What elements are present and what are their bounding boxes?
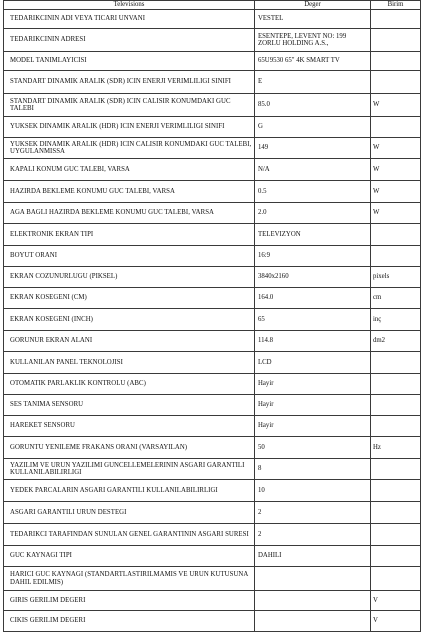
spec-unit-cell xyxy=(371,159,421,181)
spec-unit-cell xyxy=(371,52,421,71)
table-row xyxy=(4,395,421,416)
spec-unit-cell xyxy=(371,374,421,395)
table-row xyxy=(4,309,421,331)
table-row xyxy=(4,138,421,159)
table-row xyxy=(4,246,421,267)
spec-value-cell xyxy=(255,224,371,246)
spec-label-cell xyxy=(4,224,255,246)
spec-unit-cell xyxy=(371,10,421,29)
spec-value-cell xyxy=(255,117,371,138)
spec-value-cell xyxy=(255,331,371,352)
spec-unit-cell xyxy=(371,524,421,546)
table-row xyxy=(4,459,421,480)
spec-label-cell xyxy=(4,288,255,309)
table-row xyxy=(4,611,421,632)
spec-value-text: 2.0 xyxy=(258,209,267,217)
spec-value-cell xyxy=(255,52,371,71)
spec-unit-cell xyxy=(371,502,421,524)
spec-value-text: Hayir xyxy=(258,401,274,409)
table-row xyxy=(4,352,421,374)
spec-unit-cell xyxy=(371,591,421,611)
spec-value-text: 2 xyxy=(258,530,262,538)
table-row xyxy=(4,29,421,52)
spec-label-cell xyxy=(4,395,255,416)
spec-label-text: GORUNUR EKRAN ALANI xyxy=(10,337,93,345)
spec-label-text: GORUNTU YENILEME FRAKANS ORANI (VARSAYILAN) xyxy=(10,443,188,451)
spec-value-cell xyxy=(255,246,371,267)
spec-value-cell xyxy=(255,395,371,416)
spec-label-text: AGA BAGLI HAZIRDA BEKLEME KONUMU GUC TALEBI, VARSA xyxy=(10,209,214,217)
spec-unit-cell xyxy=(371,567,421,591)
spec-label-text: ELEKTRONIK EKRAN TIPI xyxy=(10,230,94,238)
spec-unit-cell xyxy=(371,117,421,138)
spec-value-cell xyxy=(255,267,371,288)
spec-label-text: YUKSEK DINAMIK ARALIK (HDR) ICIN ENERJI VERIMLILIGI SINIFI xyxy=(10,123,225,131)
spec-unit-cell xyxy=(371,437,421,459)
spec-label-text: STANDART DINAMIK ARALIK (SDR) ICIN ENERJI VERIMLILIGI SINIFI xyxy=(10,78,231,86)
spec-value-text: N/A xyxy=(258,165,270,173)
spec-label-cell xyxy=(4,309,255,331)
spec-value-cell xyxy=(255,309,371,331)
spec-unit-text: dm2 xyxy=(373,337,386,345)
spec-label-cell xyxy=(4,374,255,395)
spec-value-cell xyxy=(255,352,371,374)
spec-label-text: SES TANIMA SENSORU xyxy=(10,401,84,409)
spec-value-text: 65 xyxy=(258,315,265,323)
spec-label-text: BOYUT ORANI xyxy=(10,252,58,260)
spec-label-cell xyxy=(4,117,255,138)
table-row xyxy=(4,591,421,611)
spec-unit-cell xyxy=(371,546,421,567)
spec-value-cell xyxy=(255,567,371,591)
table-row xyxy=(4,224,421,246)
spec-label-cell xyxy=(4,10,255,29)
spec-value-text: 149 xyxy=(258,144,269,152)
spec-value-text: Hayir xyxy=(258,422,274,430)
table-row xyxy=(4,117,421,138)
spec-unit-cell xyxy=(371,288,421,309)
spec-label-text: EKRAN COZUNURLUGU (PIKSEL) xyxy=(10,273,118,281)
table-row xyxy=(4,502,421,524)
tv-spec-table xyxy=(3,0,421,632)
spec-value-text: VESTEL xyxy=(258,15,284,23)
spec-value-cell xyxy=(255,288,371,309)
spec-unit-cell xyxy=(371,480,421,502)
spec-label-cell xyxy=(4,331,255,352)
spec-label-text: GUC KAYNAGI TIPI xyxy=(10,552,72,560)
table-row xyxy=(4,267,421,288)
spec-label-text: KULLANILAN PANEL TEKNOLOJISI xyxy=(10,358,123,366)
spec-value-cell xyxy=(255,10,371,29)
header-birim: Birim xyxy=(371,1,421,10)
table-row xyxy=(4,94,421,117)
spec-unit-text: W xyxy=(373,165,380,173)
spec-unit-cell xyxy=(371,395,421,416)
spec-unit-text: inç xyxy=(373,315,382,323)
spec-label-cell xyxy=(4,480,255,502)
spec-unit-cell xyxy=(371,331,421,352)
spec-value-cell xyxy=(255,502,371,524)
spec-unit-text: pixels xyxy=(373,273,390,281)
spec-unit-text: W xyxy=(373,209,380,217)
table-row xyxy=(4,416,421,437)
spec-value-text: TELEVIZYON xyxy=(258,230,301,238)
spec-table-body xyxy=(4,10,421,632)
spec-unit-text: V xyxy=(373,617,378,625)
spec-value-cell xyxy=(255,546,371,567)
spec-value-text: 16:9 xyxy=(258,252,271,260)
spec-value-text: 85.0 xyxy=(258,101,270,109)
spec-label-cell xyxy=(4,71,255,94)
table-row xyxy=(4,288,421,309)
spec-value-text: 65U9530 65" 4K SMART TV xyxy=(258,57,340,65)
spec-label-text: TEDARIKCININ ADRESI xyxy=(10,36,86,44)
spec-label-cell xyxy=(4,138,255,159)
spec-label-cell xyxy=(4,267,255,288)
spec-value-text: G xyxy=(258,123,263,131)
table-row xyxy=(4,10,421,29)
table-row xyxy=(4,437,421,459)
spec-value-cell xyxy=(255,416,371,437)
spec-unit-cell xyxy=(371,611,421,632)
spec-value-text: 0.5 xyxy=(258,187,267,195)
table-row xyxy=(4,567,421,591)
table-row xyxy=(4,203,421,224)
spec-label-text: YEDEK PARCALARIN ASGARI GARANTILI KULLANILABILIRLIGI xyxy=(10,486,218,494)
spec-label-cell xyxy=(4,459,255,480)
spec-unit-cell xyxy=(371,138,421,159)
spec-value-cell xyxy=(255,437,371,459)
spec-unit-cell xyxy=(371,416,421,437)
spec-unit-text: W xyxy=(373,144,380,152)
spec-label-text: STANDART DINAMIK ARALIK (SDR) ICIN CALISIR KONUMDAKI GUC TALEBI xyxy=(10,97,231,112)
spec-unit-cell xyxy=(371,71,421,94)
spec-label-text: EKRAN KOSEGENI (INCH) xyxy=(10,315,93,323)
spec-unit-cell xyxy=(371,29,421,52)
spec-value-cell xyxy=(255,459,371,480)
spec-label-text: YUKSEK DINAMIK ARALIK (HDR) ICIN CALISIR KONUMDAKI GUC TALEBI, UYGULANMISSA xyxy=(10,140,252,155)
spec-label-cell xyxy=(4,203,255,224)
spec-value-cell xyxy=(255,71,371,94)
table-row xyxy=(4,374,421,395)
spec-label-text: TEDARIKCININ ADI VEYA TICARI UNVANI xyxy=(10,15,146,23)
spec-label-text: OTOMATIK PARLAKLIK KONTROLU (ABC) xyxy=(10,380,146,388)
spec-label-cell xyxy=(4,437,255,459)
spec-value-cell xyxy=(255,138,371,159)
header-deger: Deger xyxy=(255,1,371,10)
spec-label-cell xyxy=(4,181,255,203)
spec-label-cell xyxy=(4,591,255,611)
spec-unit-cell xyxy=(371,352,421,374)
spec-unit-text: W xyxy=(373,101,380,109)
spec-label-text: EKRAN KOSEGENI (CM) xyxy=(10,294,87,302)
spec-label-text: HAZIRDA BEKLEME KONUMU GUC TALEBI, VARSA xyxy=(10,187,175,195)
spec-unit-cell xyxy=(371,267,421,288)
spec-unit-cell xyxy=(371,246,421,267)
spec-unit-text: cm xyxy=(373,294,382,302)
spec-value-text: 50 xyxy=(258,443,265,451)
table-row xyxy=(4,181,421,203)
spec-unit-text: W xyxy=(373,187,380,195)
spec-value-cell xyxy=(255,524,371,546)
spec-label-cell xyxy=(4,29,255,52)
header-televisions: Televisions xyxy=(4,1,255,10)
spec-label-text: HAREKET SENSORU xyxy=(10,422,76,430)
spec-value-cell xyxy=(255,203,371,224)
spec-label-cell xyxy=(4,94,255,117)
spec-value-text: E xyxy=(258,78,263,86)
spec-value-text: 2 xyxy=(258,508,262,516)
spec-value-text: Hayir xyxy=(258,380,274,388)
spec-value-text: 164.0 xyxy=(258,294,274,302)
spec-unit-cell xyxy=(371,309,421,331)
spec-unit-text: Hz xyxy=(373,443,381,451)
spec-value-text: LCD xyxy=(258,358,272,366)
table-row xyxy=(4,71,421,94)
spec-value-cell xyxy=(255,374,371,395)
spec-label-text: GIRIS GERILIM DEGERI xyxy=(10,596,86,604)
table-row xyxy=(4,480,421,502)
spec-label-cell xyxy=(4,546,255,567)
spec-label-cell xyxy=(4,352,255,374)
spec-unit-cell xyxy=(371,224,421,246)
spec-label-cell xyxy=(4,159,255,181)
spec-label-cell xyxy=(4,567,255,591)
spec-value-cell xyxy=(255,480,371,502)
spec-value-text: 10 xyxy=(258,486,265,494)
spec-label-cell xyxy=(4,611,255,632)
spec-unit-cell xyxy=(371,459,421,480)
table-header-row xyxy=(4,1,421,10)
spec-label-text: HARICI GUC KAYNAGI (STANDARTLASTIRILMAMIS VE URUN KUTUSUNA DAHIL EDILMIS) xyxy=(10,571,248,586)
spec-value-text: 114.8 xyxy=(258,337,274,345)
spec-unit-cell xyxy=(371,203,421,224)
spec-value-text: ESENTEPE, LEVENT NO: 199 ZORLU HOLDING A.S., xyxy=(258,32,347,47)
table-row xyxy=(4,159,421,181)
spec-label-text: TEDARIKCI TARAFINDAN SUNULAN GENEL GARANTININ ASGARI SURESI xyxy=(10,530,249,538)
spec-label-cell xyxy=(4,502,255,524)
spec-label-cell xyxy=(4,52,255,71)
spec-value-text: 3840x2160 xyxy=(258,273,289,281)
table-row xyxy=(4,524,421,546)
spec-value-cell xyxy=(255,611,371,632)
spec-label-cell xyxy=(4,416,255,437)
table-row xyxy=(4,331,421,352)
table-row xyxy=(4,52,421,71)
spec-value-cell xyxy=(255,591,371,611)
spec-label-cell xyxy=(4,524,255,546)
spec-label-cell xyxy=(4,246,255,267)
spec-label-text: YAZILIM VE URUN YAZILIMI GUNCELLEMELERININ ASGARI GARANTILI KULLANILABILIRLIGI xyxy=(10,461,245,476)
spec-unit-cell xyxy=(371,181,421,203)
spec-value-cell xyxy=(255,181,371,203)
spec-unit-text: V xyxy=(373,596,378,604)
spec-label-text: ASGARI GARANTILI URUN DESTEGI xyxy=(10,508,127,516)
spec-value-cell xyxy=(255,159,371,181)
spec-label-text: CIKIS GERILIM DEGERI xyxy=(10,617,86,625)
spec-unit-cell xyxy=(371,94,421,117)
table-row xyxy=(4,546,421,567)
spec-label-text: MODEL TANIMLAYICISI xyxy=(10,57,87,65)
spec-value-cell xyxy=(255,94,371,117)
spec-value-text: DAHILI xyxy=(258,552,282,560)
spec-label-text: KAPALI KONUM GUC TALEBI, VARSA xyxy=(10,165,130,173)
spec-value-text: 8 xyxy=(258,465,262,473)
spec-value-cell xyxy=(255,29,371,52)
